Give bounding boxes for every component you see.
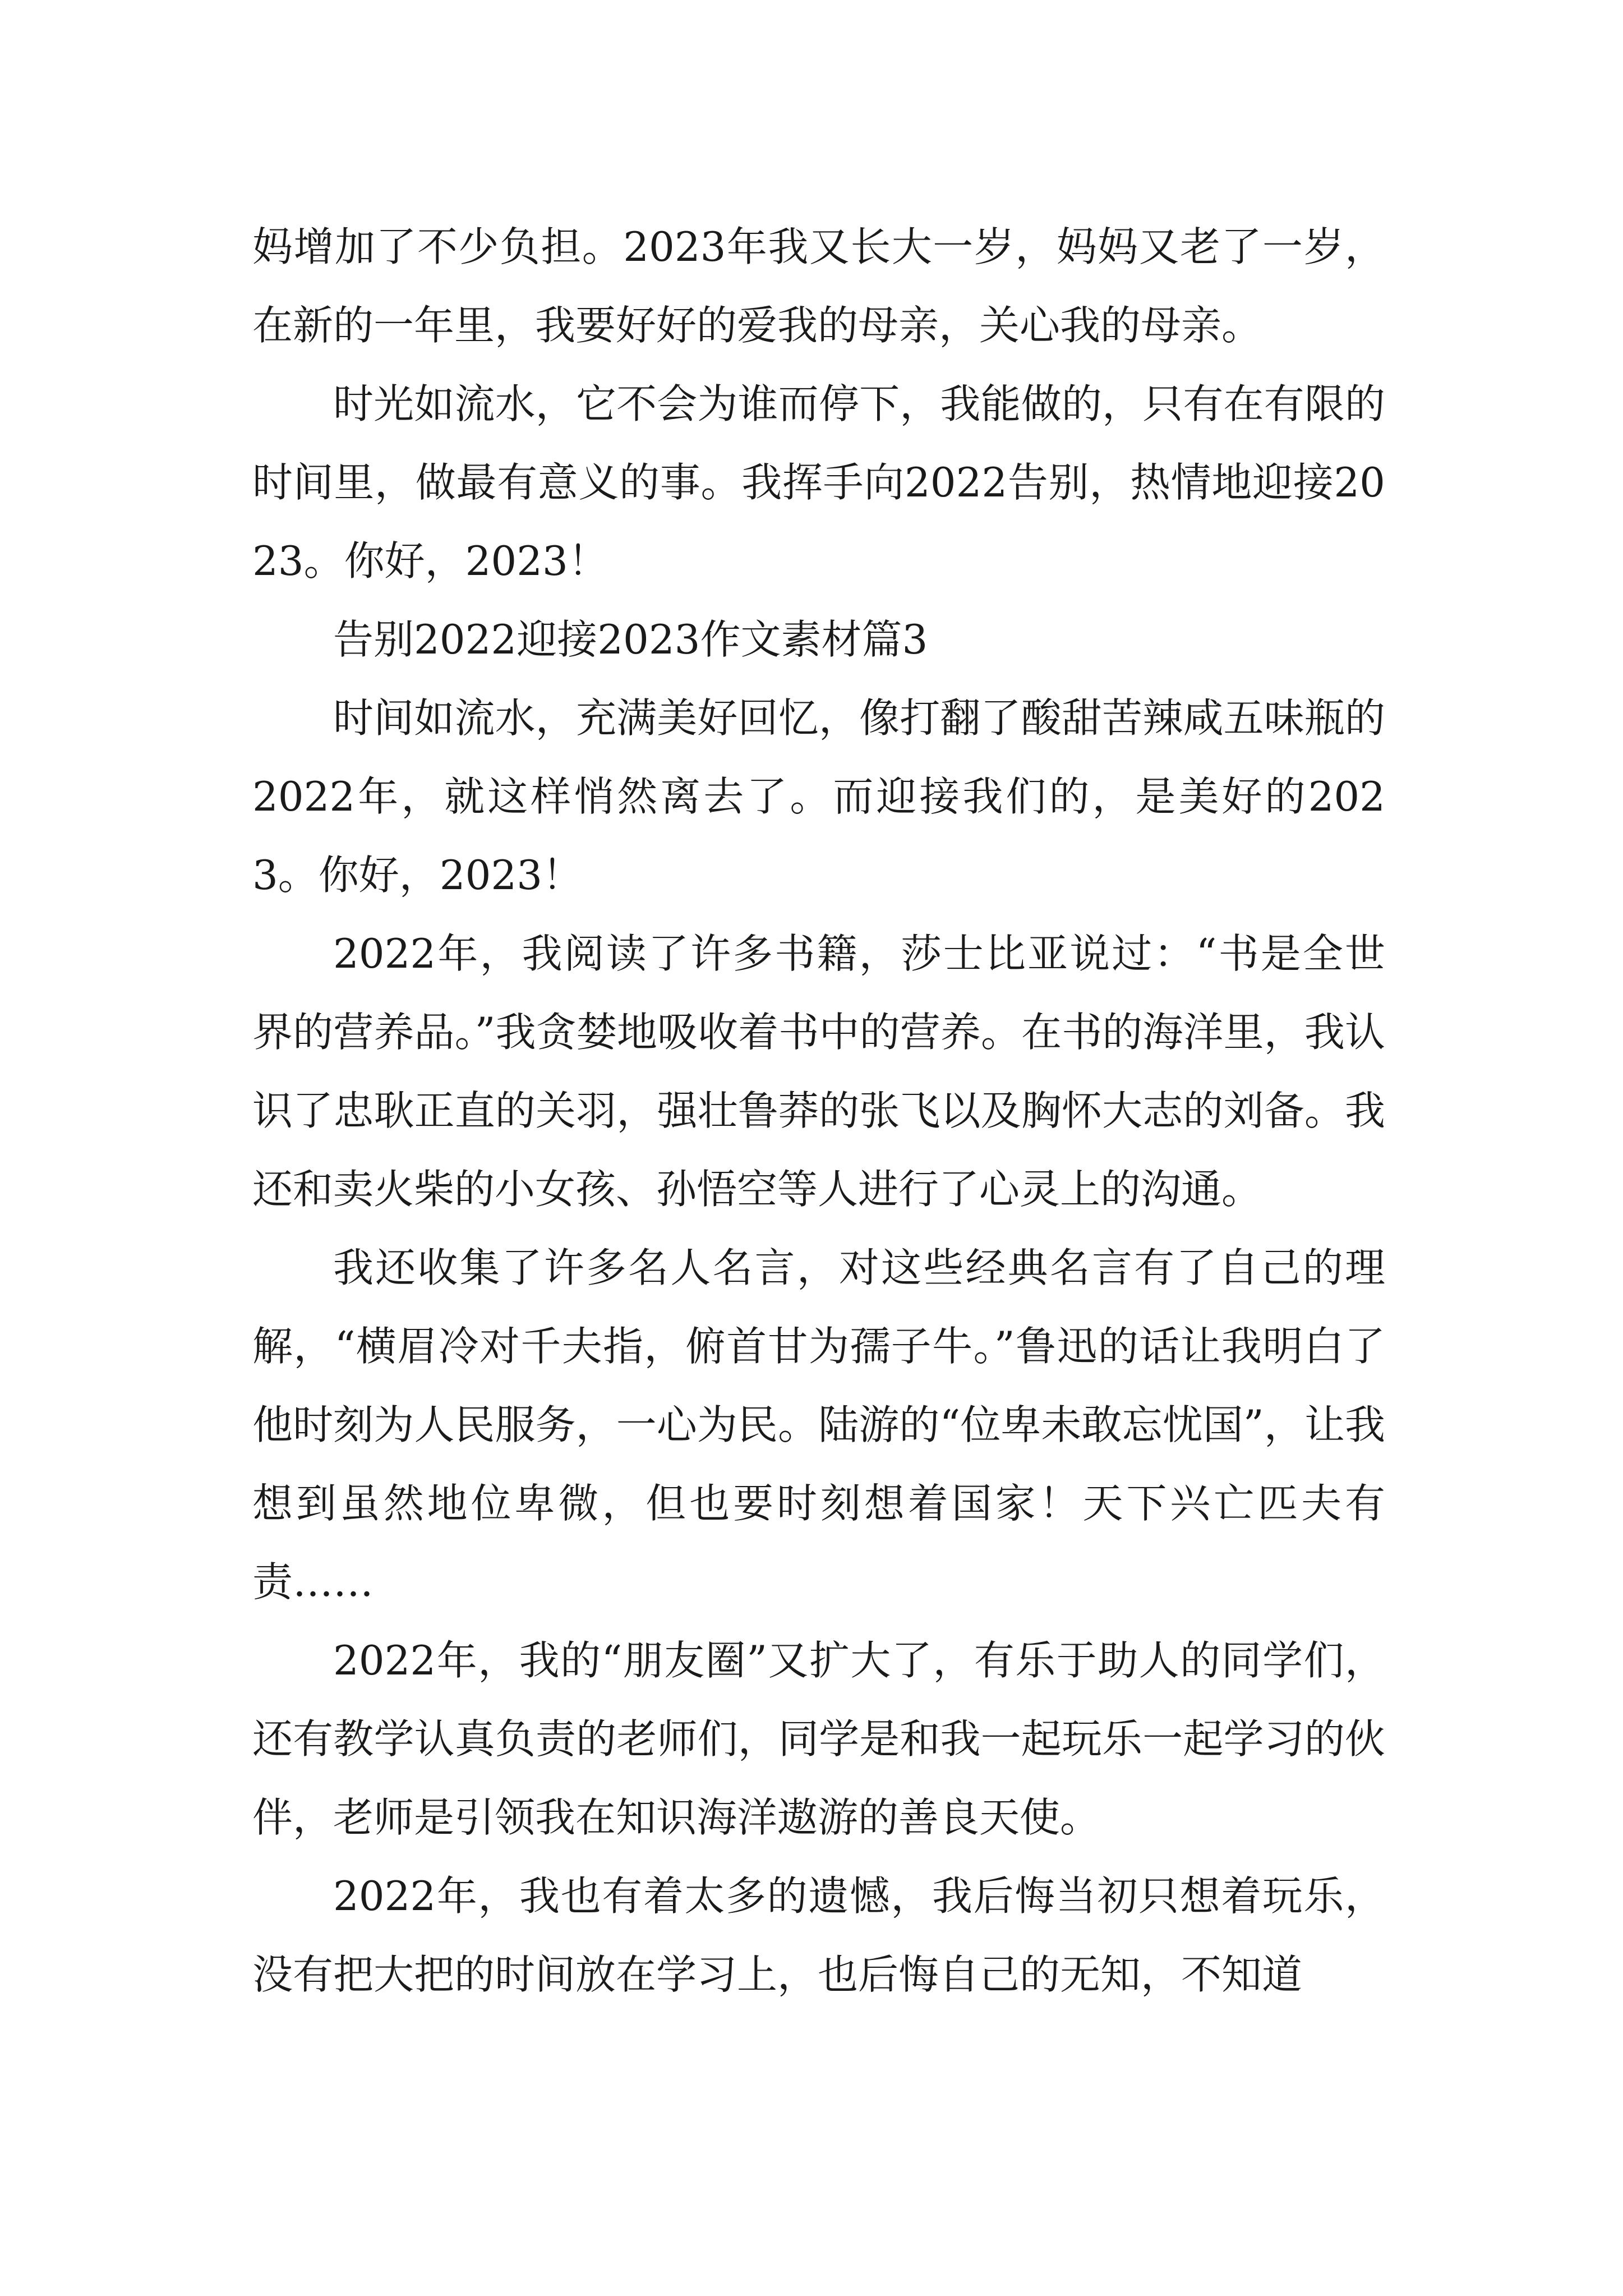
paragraph: 2022年，我阅读了许多书籍，莎士比亚说过：“书是全世界的营养品。”我贪婪地吸收着书中的营养。在书的海洋里，我认识了忠耿正直的关羽，强壮鲁莽的张飞以及胸怀大志的刘备。我还和卖火柴的小女孩、孙悟空等人进行了心灵上的沟通。 (252, 930, 1385, 1213)
paragraph: 我还收集了许多名人名言，对这些经典名言有了自己的理解，“横眉冷对千夫指，俯首甘为孺子牛。”鲁迅的话让我明白了他时刻为人民服务，一心为民。陆游的“位卑未敢忘忧国”，让我想到虽然地位卑微，但也要时刻想着国家！天下兴亡匹夫有责…… (252, 1244, 1385, 1605)
section-heading: 告别2022迎接2023作文素材篇3 (333, 616, 928, 663)
paragraph: 妈增加了不少负担。2023年我又长大一岁，妈妈又老了一岁，在新的一年里，我要好好的爱我的母亲，关心我的母亲。 (252, 223, 1385, 349)
paragraph: 时光如流水，它不会为谁而停下，我能做的，只有在有限的时间里，做最有意义的事。我挥手向2022告别，热情地迎接2023。你好，2023！ (252, 380, 1385, 585)
paragraph: 2022年，我的“朋友圈”又扩大了，有乐于助人的同学们，还有教学认真负责的老师们，同学是和我一起玩乐一起学习的伙伴，老师是引领我在知识海洋遨游的善良天使。 (252, 1637, 1385, 1841)
paragraph: 2022年，我也有着太多的遗憾，我后悔当初只想着玩乐，没有把大把的时间放在学习上，也后悔自己的无知，不知道 (252, 1872, 1385, 1998)
paragraph: 时间如流水，充满美好回忆，像打翻了酸甜苦辣咸五味瓶的2022年，就这样悄然离去了。而迎接我们的，是美好的2023。你好，2023！ (252, 694, 1385, 899)
document-body (252, 208, 1385, 2014)
